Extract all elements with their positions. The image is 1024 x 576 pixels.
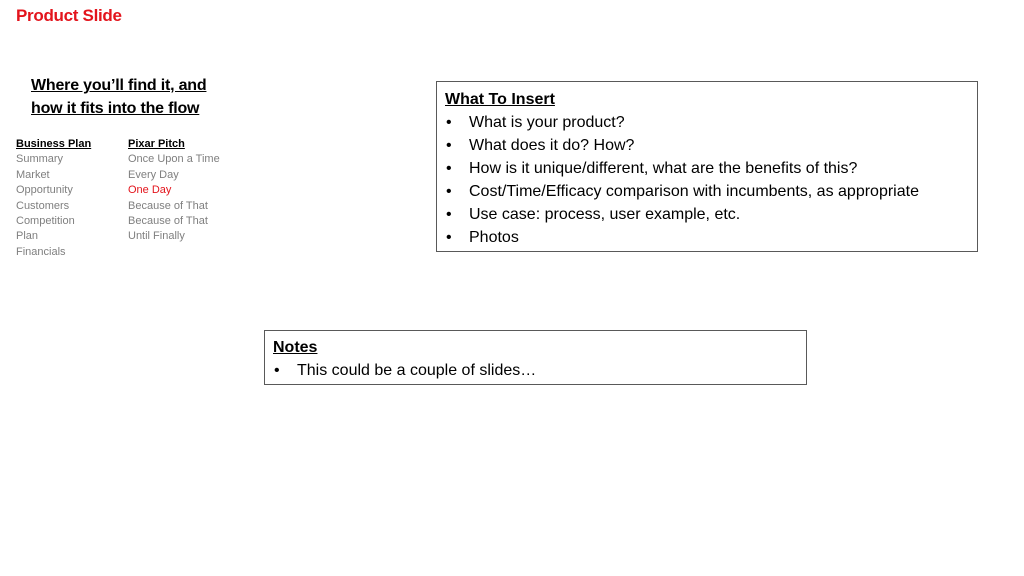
list-item-text: Use case: process, user example, etc.: [469, 206, 741, 223]
pixar-pitch-column: [128, 137, 220, 245]
business-plan-item: Competition: [16, 215, 75, 228]
bullet-icon: •: [446, 114, 452, 131]
list-item: [273, 359, 798, 382]
list-item-text: Photos: [469, 229, 519, 246]
business-plan-heading: Business Plan: [16, 138, 92, 150]
business-plan-item: Plan: [16, 230, 39, 243]
bullet-icon: •: [446, 137, 452, 154]
what-to-insert-box: [436, 81, 978, 252]
business-plan-item: Market: [16, 168, 50, 181]
list-item: [445, 157, 969, 180]
bullet-icon: •: [446, 183, 452, 200]
slide-title: Product Slide: [16, 6, 122, 25]
business-plan-item: Financials: [16, 245, 66, 258]
business-plan-column: [16, 137, 91, 260]
notes-list: [273, 359, 798, 382]
bullet-icon: •: [446, 229, 452, 246]
what-to-insert-heading: What To Insert: [445, 91, 555, 108]
list-item: [445, 180, 969, 203]
bullet-icon: •: [274, 362, 280, 379]
business-plan-item: Summary: [16, 153, 64, 166]
bullet-icon: •: [446, 160, 452, 177]
pixar-pitch-item-current: One Day: [128, 184, 172, 197]
flow-heading-line-2: how it fits into the flow: [31, 100, 200, 117]
list-item: [445, 226, 969, 249]
business-plan-item: Opportunity: [16, 184, 73, 197]
pixar-pitch-item: Because of That: [128, 215, 208, 228]
list-item-text: What is your product?: [469, 114, 625, 131]
list-item: [445, 134, 969, 157]
list-item: [445, 203, 969, 226]
pixar-pitch-item: Because of That: [128, 199, 208, 212]
list-item: [445, 111, 969, 134]
notes-box: [264, 330, 807, 385]
bullet-icon: •: [446, 206, 452, 223]
list-item-text: How is it unique/different, what are the benefits of this?: [469, 160, 858, 177]
flow-heading-line-1: Where you’ll find it, and: [31, 77, 207, 94]
flow-heading: [31, 74, 261, 120]
list-item-text: Cost/Time/Efficacy comparison with incumbents, as appropriate: [469, 183, 919, 200]
notes-heading: Notes: [273, 339, 318, 356]
pixar-pitch-item: Every Day: [128, 168, 179, 181]
what-to-insert-list: [445, 111, 969, 249]
pixar-pitch-heading: Pixar Pitch: [128, 138, 185, 150]
list-item-text: What does it do? How?: [469, 137, 635, 154]
business-plan-item: Customers: [16, 199, 70, 212]
list-item-text: This could be a couple of slides…: [297, 362, 537, 379]
pixar-pitch-item: Until Finally: [128, 230, 185, 243]
pixar-pitch-item: Once Upon a Time: [128, 153, 220, 166]
